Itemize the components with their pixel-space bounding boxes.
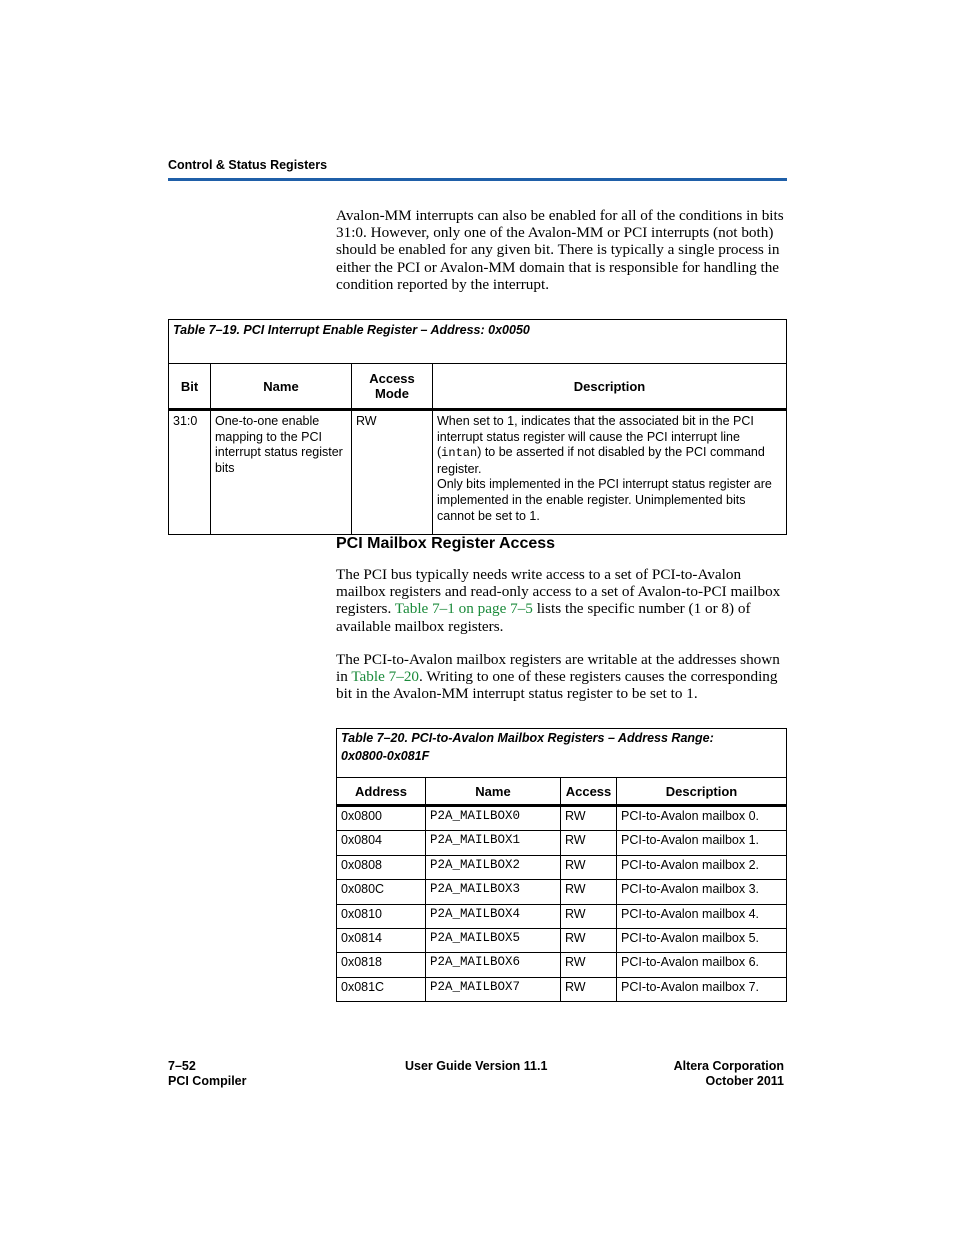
cell-register-name: P2A_MAILBOX2	[426, 855, 561, 879]
table-row	[337, 806, 787, 831]
table-caption: Table 7–19. PCI Interrupt Enable Register – Address: 0x0050	[169, 320, 787, 364]
cell-access: RW	[561, 953, 617, 977]
cell-address: 0x0814	[337, 928, 426, 952]
cell-access: RW	[561, 855, 617, 879]
cell-address: 0x0804	[337, 831, 426, 855]
column-header-access: Access	[561, 778, 617, 806]
cell-access: RW	[561, 904, 617, 928]
desc-text-2: ) to be asserted if not disabled by the PCI command register.	[437, 445, 765, 476]
table-row	[337, 880, 787, 904]
cell-register-name: P2A_MAILBOX1	[426, 831, 561, 855]
para1-text-b: lists the specific number (1 or 8) of available mailbox registers.	[336, 600, 751, 635]
column-header-name: Name	[211, 364, 352, 410]
cell-description: PCI-to-Avalon mailbox 0.	[617, 806, 787, 831]
cell-register-name: P2A_MAILBOX3	[426, 880, 561, 904]
table-row	[337, 953, 787, 977]
access-header-line2: Mode	[375, 386, 409, 401]
desc-text-1: When set to 1, indicates that the associated bit in the PCI interrupt status register will cause the PCI interrupt line (	[437, 414, 754, 460]
para2-text-b: . Writing to one of these registers causes the corresponding bit in the Avalon-MM interrupt status register to be set to 1.	[336, 668, 778, 703]
mailbox-paragraph-1	[336, 566, 786, 635]
desc-text-3: Only bits implemented in the PCI interrupt status register are implemented in the enable register. Unimplemented bits cannot be set to 1.	[437, 477, 772, 523]
column-header-access-mode	[352, 364, 433, 410]
cell-register-name: P2A_MAILBOX5	[426, 928, 561, 952]
table-row	[337, 928, 787, 952]
para1-text-a: The PCI bus typically needs write access to a set of PCI-to-Avalon mailbox registers and read-only access to a set of Avalon-to-PCI mailbox registers.	[336, 566, 781, 618]
column-header-bit: Bit	[169, 364, 211, 410]
footer-left	[168, 1059, 247, 1089]
table-caption	[337, 729, 787, 778]
header-divider	[168, 178, 787, 181]
cell-description: PCI-to-Avalon mailbox 7.	[617, 977, 787, 1001]
desc-code: intan	[441, 446, 478, 461]
table-row	[337, 855, 787, 879]
cell-access: RW	[561, 831, 617, 855]
cell-register-name: P2A_MAILBOX7	[426, 977, 561, 1001]
publication-date: October 2011	[705, 1074, 784, 1088]
running-header-title: Control & Status Registers	[168, 158, 328, 172]
table-link-7-1[interactable]: Table 7–1 on page 7–5	[394, 600, 533, 618]
section-heading: PCI Mailbox Register Access	[336, 535, 556, 552]
product-name: PCI Compiler	[168, 1074, 247, 1088]
cell-register-name: P2A_MAILBOX6	[426, 953, 561, 977]
cell-description: PCI-to-Avalon mailbox 1.	[617, 831, 787, 855]
cell-bit: 31:0	[169, 410, 211, 535]
cell-description	[433, 410, 787, 535]
table-link-7-20[interactable]: Table 7–20	[351, 668, 420, 686]
cell-register-name: P2A_MAILBOX4	[426, 904, 561, 928]
cell-address: 0x081C	[337, 977, 426, 1001]
column-header-address: Address	[337, 778, 426, 806]
cell-access: RW	[352, 410, 433, 535]
cell-name: One-to-one enable mapping to the PCI interrupt status register bits	[211, 410, 352, 535]
mailbox-registers-table	[336, 728, 787, 1002]
table-row	[337, 977, 787, 1001]
footer-right	[674, 1059, 784, 1089]
company-name: Altera Corporation	[673, 1059, 784, 1073]
column-header-description: Description	[617, 778, 787, 806]
cell-description: PCI-to-Avalon mailbox 2.	[617, 855, 787, 879]
cell-description: PCI-to-Avalon mailbox 4.	[617, 904, 787, 928]
footer-guide-version: User Guide Version 11.1	[405, 1059, 548, 1073]
cell-register-name: P2A_MAILBOX0	[426, 806, 561, 831]
cell-address: 0x0800	[337, 806, 426, 831]
intro-paragraph: Avalon-MM interrupts can also be enabled for all of the conditions in bits 31:0. However, only one of the Avalon-MM or PCI interrupts (not both) should be enabled for any given bit. There is typically a single process in either the PCI or Avalon-MM domain that is responsible for handling the condition reported by the interrupt.	[336, 207, 784, 293]
caption-line1: Table 7–20. PCI-to-Avalon Mailbox Registers – Address Range:	[341, 731, 714, 745]
column-header-description: Description	[433, 364, 787, 410]
cell-address: 0x080C	[337, 880, 426, 904]
cell-address: 0x0808	[337, 855, 426, 879]
cell-address: 0x0818	[337, 953, 426, 977]
cell-access: RW	[561, 806, 617, 831]
cell-access: RW	[561, 928, 617, 952]
caption-line2: 0x0800-0x081F	[341, 749, 430, 763]
mailbox-paragraph-2	[336, 651, 786, 703]
table-row	[169, 410, 787, 535]
cell-description: PCI-to-Avalon mailbox 6.	[617, 953, 787, 977]
cell-access: RW	[561, 880, 617, 904]
table-row	[337, 904, 787, 928]
page-number: 7–52	[168, 1059, 196, 1073]
column-header-name: Name	[426, 778, 561, 806]
cell-description: PCI-to-Avalon mailbox 3.	[617, 880, 787, 904]
para2-text-a: The PCI-to-Avalon mailbox registers are writable at the addresses shown in	[336, 651, 780, 686]
cell-description: PCI-to-Avalon mailbox 5.	[617, 928, 787, 952]
cell-access: RW	[561, 977, 617, 1001]
cell-address: 0x0810	[337, 904, 426, 928]
access-header-line1: Access	[369, 371, 415, 386]
table-row	[337, 831, 787, 855]
interrupt-enable-table	[168, 319, 787, 535]
